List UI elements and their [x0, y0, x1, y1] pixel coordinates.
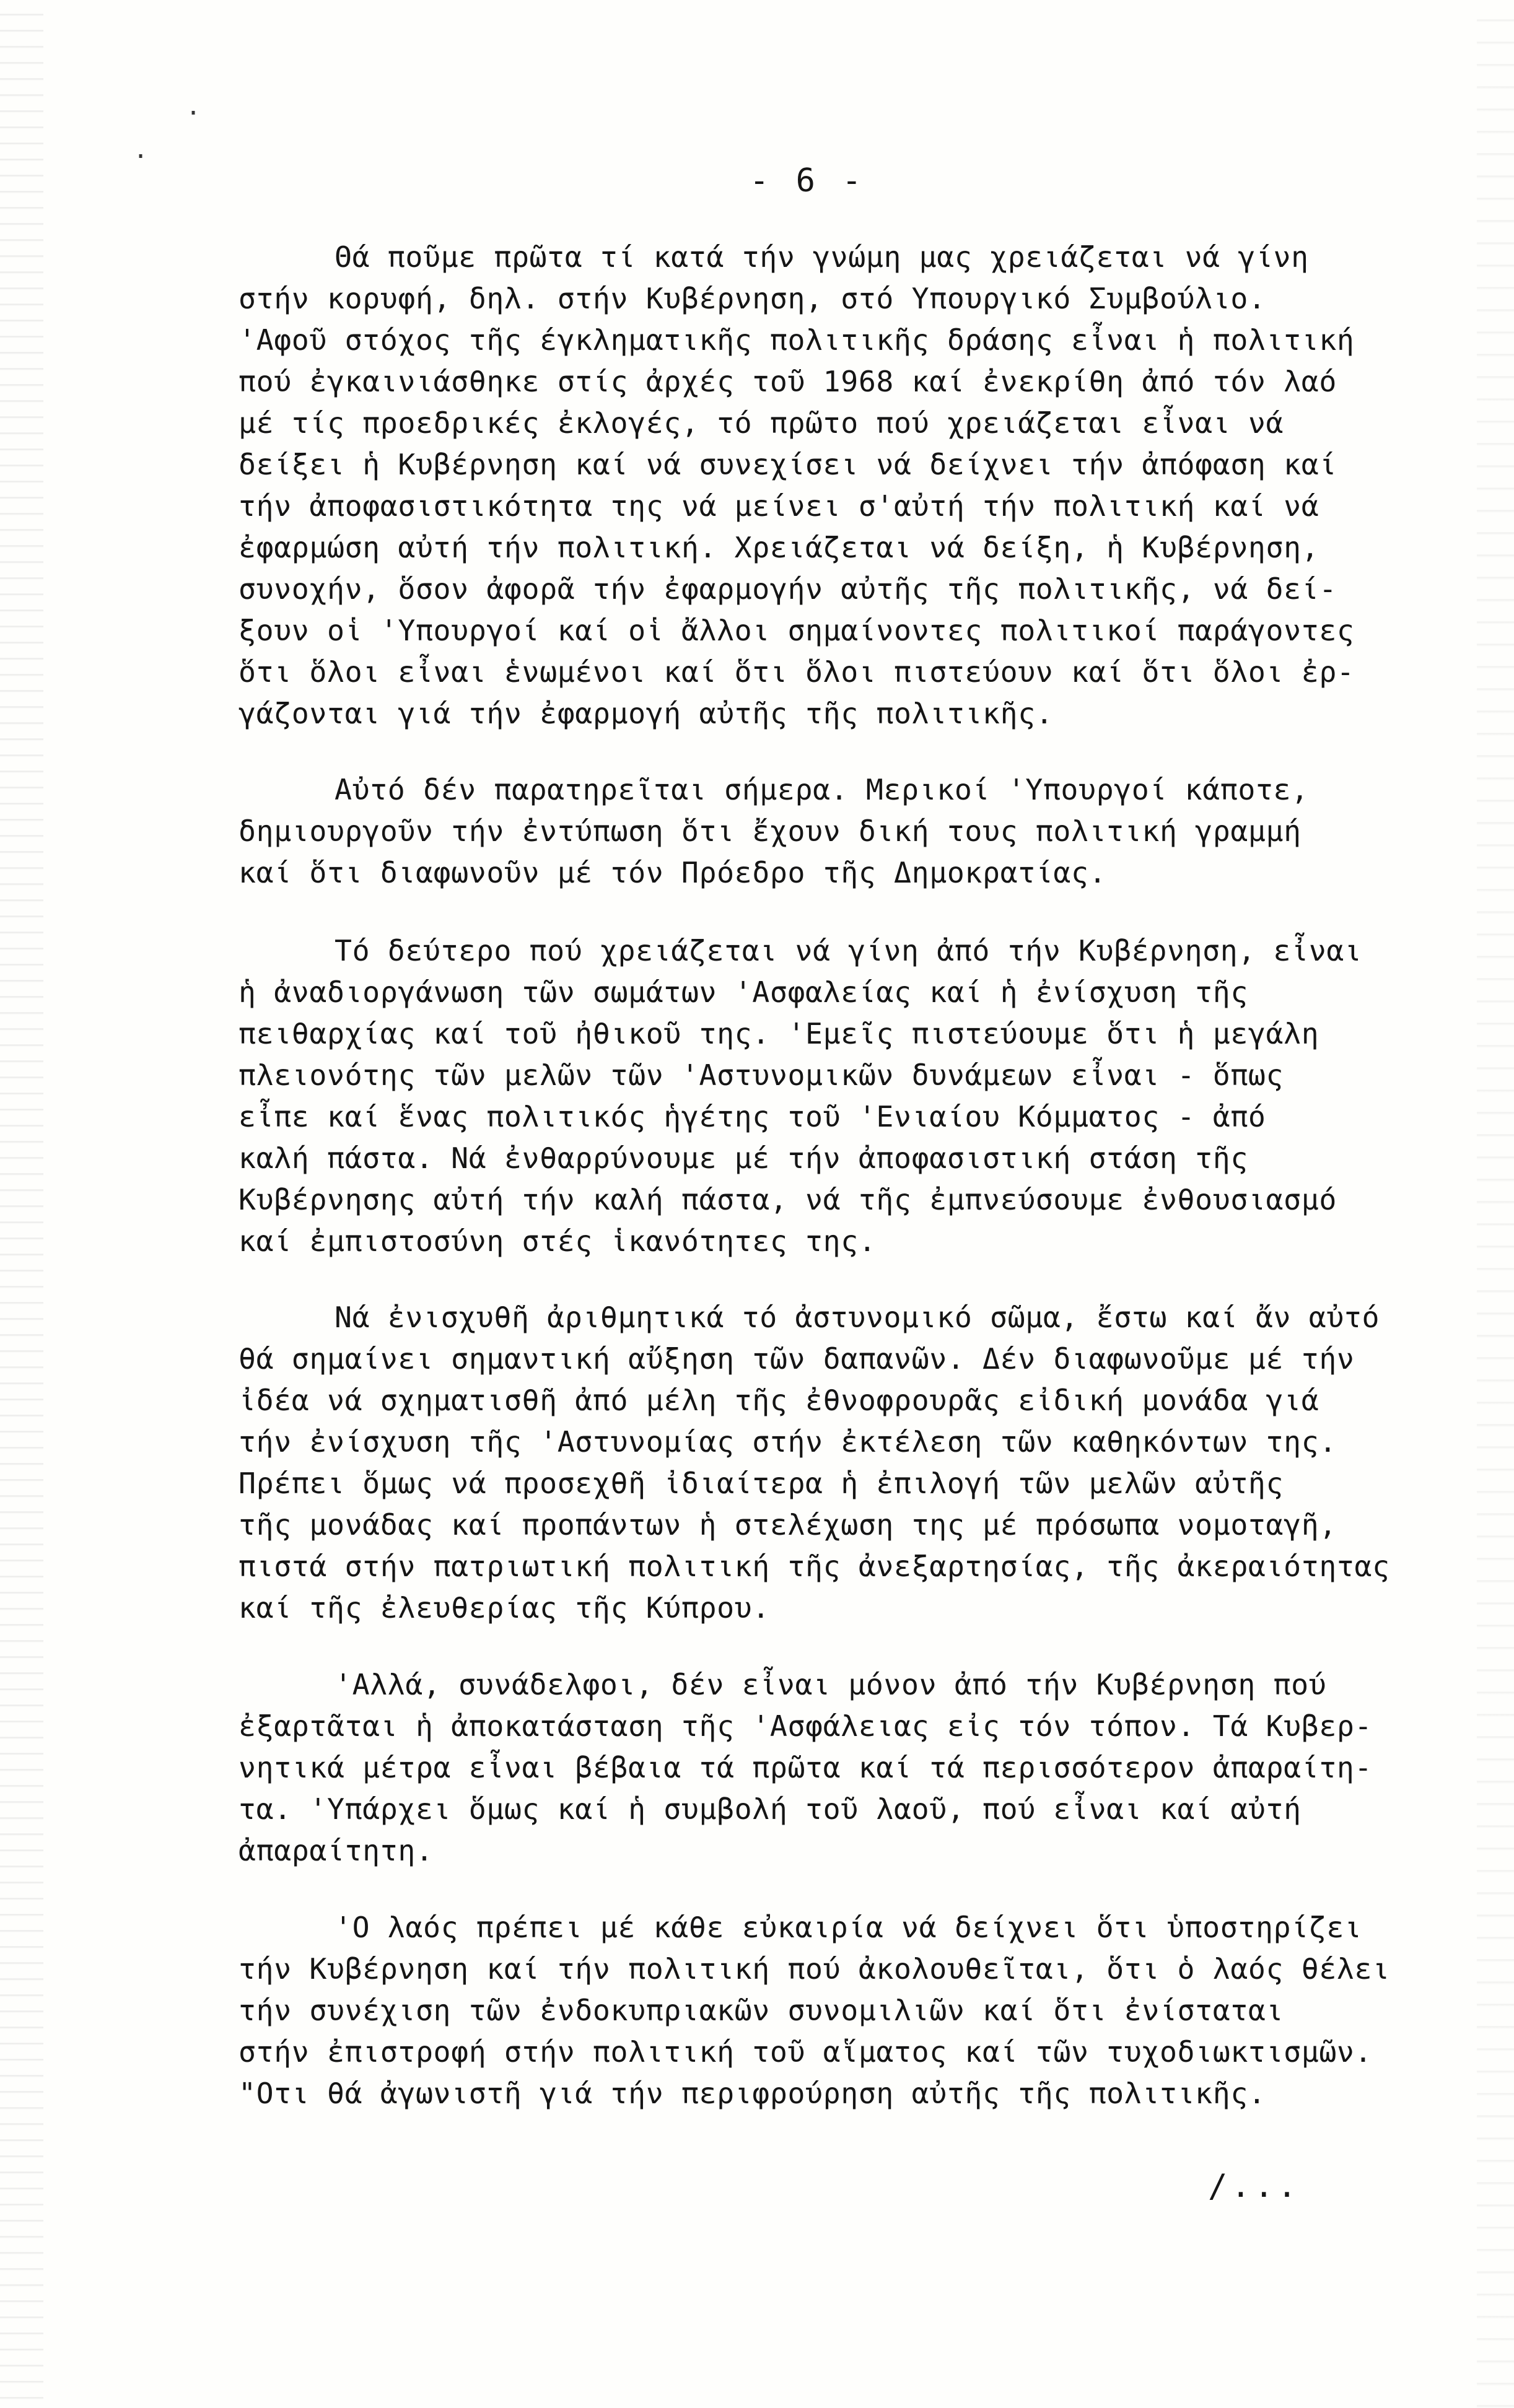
text-line: 'Αφοῦ στόχος τῆς έγκληματικῆς πολιτικῆς δράσης εἶναι ἡ πολιτική [238, 323, 1355, 357]
text-line: "Οτι θά ἀγωνιστῆ γιά τήν περιφρούρηση αὐτῆς τῆς πολιτικῆς. [238, 2077, 1266, 2110]
text-line: τήν συνέχιση τῶν ἐνδοκυπριακῶν συνομιλιῶν καί ὅτι ἐνίσταται [238, 1994, 1284, 2027]
text-line: θά σημαίνει σημαντική αὔξηση τῶν δαπανῶν. Δέν διαφωνοῦμε μέ τήν [238, 1342, 1355, 1376]
text-line: τήν Κυβέρνηση καί τήν πολιτική πού ἀκολουθεῖται, ὅτι ὁ λαός θέλει [238, 1952, 1390, 1986]
page-number: - 6 - [750, 162, 865, 199]
text-line: τῆς μονάδας καί προπάντων ἡ στελέχωση της μέ πρόσωπα νομοταγῆ, [238, 1508, 1337, 1542]
text-line: πλειονότης τῶν μελῶν τῶν 'Αστυνομικῶν δυνάμεων εἶναι - ὅπως [238, 1058, 1284, 1092]
text-line: πού ἐγκαινιάσθηκε στίς ἀρχές τοῦ 1968 καί ἐνεκρίθη ἀπό τόν λαό [238, 365, 1337, 398]
text-line: 'Ο λαός πρέπει μέ κάθε εὐκαιρία νά δείχνει ὅτι ὑποστηρίζει [335, 1911, 1362, 1944]
text-line: Τό δεύτερο πού χρειάζεται νά γίνη ἀπό τήν Κυβέρνηση, εἶναι [335, 934, 1362, 967]
text-line: συνοχήν, ὅσον ἀφορᾶ τήν ἐφαρμογήν αὐτῆς τῆς πολιτικῆς, νά δεί- [238, 572, 1337, 606]
text-line: ἐξαρτᾶται ἡ ἀποκατάσταση τῆς 'Ασφάλειας εἰς τόν τόπον. Τά Κυβερ- [238, 1709, 1373, 1743]
text-line: εἶπε καί ἕνας πολιτικός ἡγέτης τοῦ 'Ενιαίου Κόμματος - ἀπό [238, 1100, 1266, 1133]
text-line: τήν ἐνίσχυση τῆς 'Αστυνομίας στήν ἐκτέλεση τῶν καθηκόντων της. [238, 1425, 1337, 1459]
text-line: Πρέπει ὅμως νά προσεχθῆ ἰδιαίτερα ἡ ἐπιλογή τῶν μελῶν αὐτῆς [238, 1467, 1284, 1500]
text-line: καί ἐμπιστοσύνη στές ἱκανότητες της. [238, 1224, 877, 1258]
text-line: Νά ἐνισχυθῆ ἀριθμητικά τό ἀστυνομικό σῶμα, ἔστω καί ἄν αὐτό [335, 1301, 1380, 1334]
text-line: στήν κορυφή, δηλ. στήν Κυβέρνηση, στό Υπουργικό Συμβούλιο. [238, 282, 1266, 315]
text-line: γάζονται γιά τήν ἐφαρμογή αὐτῆς τῆς πολιτικῆς. [238, 697, 1054, 730]
text-line: Κυβέρνησης αὐτή τήν καλή πάστα, νά τῆς ἐμπνεύσουμε ἐνθουσιασμό [238, 1183, 1337, 1216]
text-line: πειθαρχίας καί τοῦ ἠθικοῦ της. 'Εμεῖς πιστεύουμε ὅτι ἡ μεγάλη [238, 1017, 1319, 1050]
text-line: καί ὅτι διαφωνοῦν μέ τόν Πρόεδρο τῆς Δημοκρατίας. [238, 856, 1107, 889]
text-line: ἀπαραίτητη. [238, 1834, 434, 1867]
text-line: μέ τίς προεδρικές ἐκλογές, τό πρῶτο πού χρειάζεται εἶναι νά [238, 406, 1284, 440]
text-line: δείξει ἡ Κυβέρνηση καί νά συνεχίσει νά δείχνει τήν ἀπόφαση καί [238, 448, 1337, 481]
text-line: ἐφαρμώση αὐτή τήν πολιτική. Χρειάζεται νά δείξη, ἡ Κυβέρνηση, [238, 531, 1319, 564]
text-line: 'Αλλά, συνάδελφοι, δέν εἶναι μόνον ἀπό τήν Κυβέρνηση πού [335, 1668, 1327, 1701]
text-line: νητικά μέτρα εἶναι βέβαια τά πρῶτα καί τά περισσότερον ἀπαραίτη- [238, 1751, 1373, 1784]
text-line: δημιουργοῦν τήν ἐντύπωση ὅτι ἔχουν δική τους πολιτική γραμμή [238, 814, 1302, 848]
text-line: καλή πάστα. Νά ἐνθαρρύνουμε μέ τήν ἀποφασιστική στάση τῆς [238, 1141, 1248, 1175]
text-line: τήν ἀποφασιστικότητα της νά μείνει σ'αὐτή τήν πολιτική καί νά [238, 489, 1319, 523]
scan-edge-left [0, 0, 43, 2408]
text-line: ἰδέα νά σχηματισθῆ ἀπό μέλη τῆς ἐθνοφρουρᾶς εἰδική μονάδα γιά [238, 1384, 1319, 1417]
scan-speck: · [186, 99, 201, 128]
text-line: ὅτι ὅλοι εἶναι ἑνωμένοι καί ὅτι ὅλοι πιστεύουν καί ὅτι ὅλοι ἐρ- [238, 655, 1355, 689]
text-line: ξουν οἱ 'Υπουργοί καί οἱ ἄλλοι σημαίνοντες πολιτικοί παράγοντες [238, 614, 1355, 647]
text-line: πιστά στήν πατριωτική πολιτική τῆς ἀνεξαρτησίας, τῆς ἀκεραιότητας [238, 1550, 1390, 1583]
text-line: Αὐτό δέν παρατηρεῖται σήμερα. Μερικοί 'Υπουργοί κάποτε, [335, 773, 1309, 806]
scan-speck: · [133, 142, 149, 171]
text-line: καί τῆς ἐλευθερίας τῆς Κύπρου. [238, 1591, 770, 1625]
text-line: ἡ ἀναδιοργάνωση τῶν σωμάτων 'Ασφαλείας καί ἡ ἐνίσχυση τῆς [238, 975, 1248, 1009]
continuation-mark: /... [1208, 2168, 1301, 2205]
scan-edge-right [1477, 0, 1514, 2408]
text-line: στήν ἐπιστροφή στήν πολιτική τοῦ αἵματος καί τῶν τυχοδιωκτισμῶν. [238, 2035, 1373, 2069]
text-line: τα. 'Υπάρχει ὅμως καί ἡ συμβολή τοῦ λαοῦ, πού εἶναι καί αὐτή [238, 1792, 1302, 1826]
text-line: Θά ποῦμε πρῶτα τί κατά τήν γνώμη μας χρειάζεται νά γίνη [335, 240, 1309, 274]
